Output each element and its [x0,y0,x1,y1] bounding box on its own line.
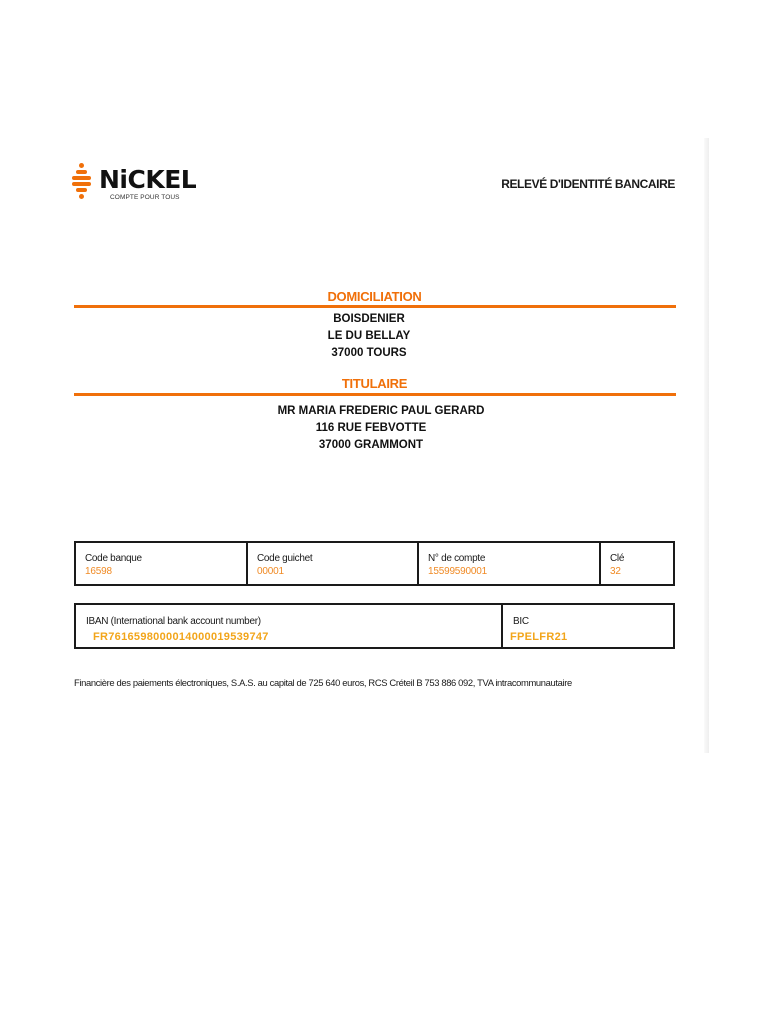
legal-footer: Financière des paiements électroniques, S.A.S. au capital de 725 640 euros, RCS Créteil B 753 886 092, TVA intracommunautaire [74,677,572,688]
bic-value: FPELFR21 [510,631,568,643]
titulaire-line-1: MR MARIA FREDERIC PAUL GERARD [277,405,485,417]
bic-cell [503,605,673,647]
code-banque-value: 16598 [85,566,112,577]
numero-compte-cell [419,543,601,584]
code-banque-label: Code banque [85,553,142,564]
titulaire-divider [74,393,676,396]
document-title: RELEVÉ D'IDENTITÉ BANCAIRE [501,177,675,191]
iban-bic-table [74,603,675,649]
code-guichet-label: Code guichet [257,553,313,564]
titulaire-line-3: 37000 GRAMMONT [318,439,424,451]
brand-tagline: COMPTE POUR TOUS [110,194,180,201]
nickel-logo [72,163,202,205]
domiciliation-line-2: LE DU BELLAY [327,330,411,342]
bank-details-table [74,541,675,586]
cle-cell [601,543,673,584]
code-guichet-cell [248,543,419,584]
domiciliation-line-3: 37000 TOURS [331,347,407,359]
cle-label: Clé [610,553,625,564]
iban-value: FR7616598000014000019539747 [93,631,269,643]
code-banque-cell [76,543,248,584]
code-guichet-value: 00001 [257,566,284,577]
numero-compte-label: N° de compte [428,553,486,564]
iban-label: IBAN (International bank account number) [86,616,261,627]
stacked-bars-icon [72,163,96,201]
domiciliation-title: DOMICILIATION [327,289,422,304]
cle-value: 32 [610,566,621,577]
titulaire-line-2: 116 RUE FEBVOTTE [315,422,427,434]
page-edge-shadow [704,138,709,753]
domiciliation-divider [74,305,676,308]
bic-label: BIC [513,616,529,627]
titulaire-title: TITULAIRE [341,376,408,391]
brand-name: NiCKEL [99,165,197,194]
numero-compte-value: 15599590001 [428,566,487,577]
domiciliation-line-1: BOISDENIER [333,313,405,325]
iban-cell [76,605,503,647]
